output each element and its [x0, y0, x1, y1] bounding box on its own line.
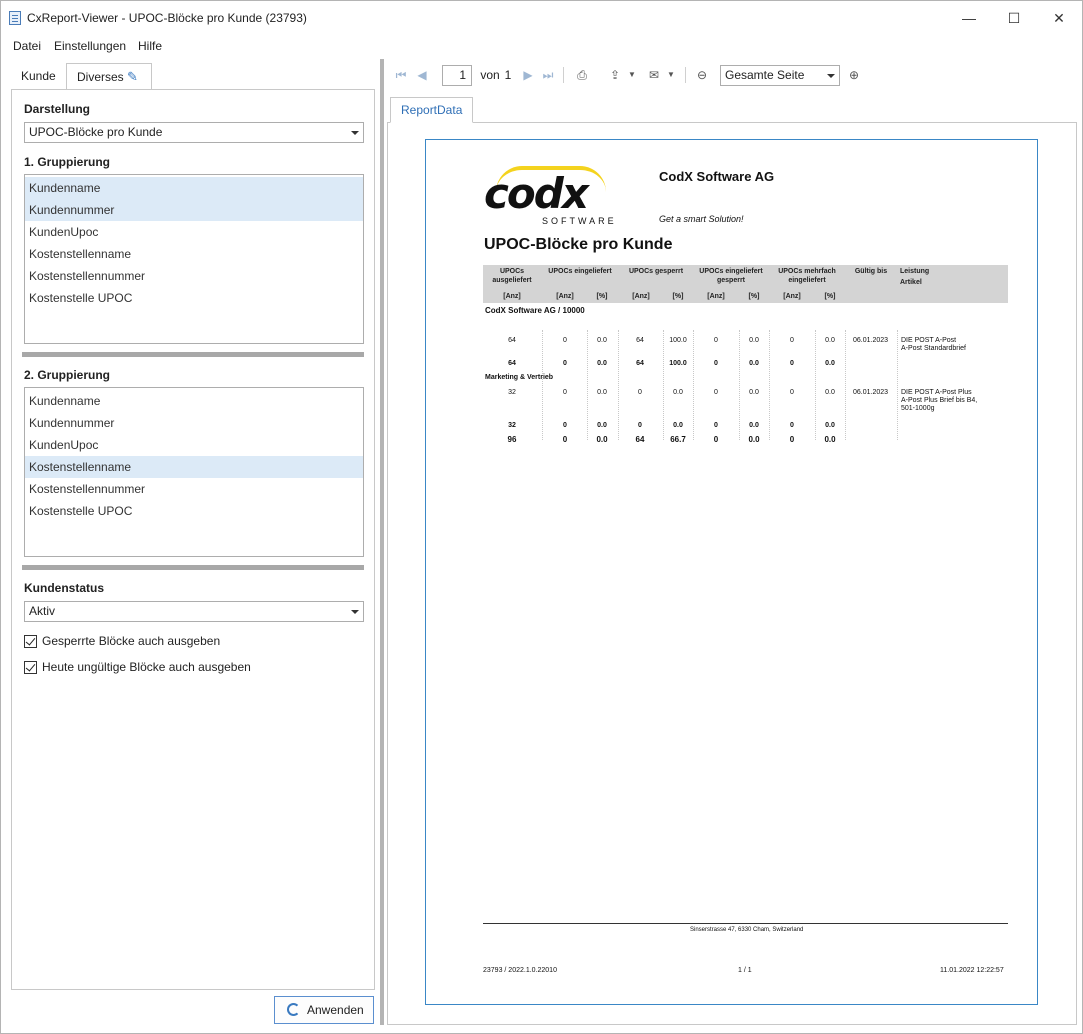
list-item[interactable]: Kostenstellenname [25, 456, 363, 478]
toolbar-separator [563, 67, 564, 83]
apply-label: Anwenden [307, 1003, 364, 1017]
first-page-icon[interactable]: ⏮ [395, 68, 407, 82]
window-title: CxReport-Viewer - UPOC-Blöcke pro Kunde (23793) [27, 11, 307, 25]
last-page-icon[interactable]: ⏭ [542, 68, 554, 82]
footer-rule [483, 923, 1008, 924]
tab-kunde[interactable]: Kunde [21, 69, 56, 83]
header-anz: [Anz] [632, 293, 650, 300]
codx-logo: codx SOFTWARE [482, 166, 632, 228]
title-bar [1, 1, 1082, 35]
next-page-icon[interactable]: ▶ [523, 68, 533, 82]
page-total-label: 1 [504, 68, 512, 82]
gruppierung1-label: 1. Gruppierung [24, 155, 111, 169]
print-icon[interactable]: ⎙ [577, 68, 587, 82]
header-eingeliefert-gesperrt: UPOCs eingeliefert gesperrt [699, 268, 763, 284]
checkmark-icon [24, 635, 37, 648]
mouse-cursor-icon [608, 9, 620, 25]
gruppierung2-label: 2. Gruppierung [24, 368, 111, 382]
darstellung-label: Darstellung [24, 102, 91, 116]
list-item[interactable]: Kostenstellennummer [29, 269, 146, 283]
menu-einstellungen[interactable]: Einstellungen [54, 39, 127, 53]
header-pct: [%] [824, 293, 836, 300]
list-item[interactable]: Kostenstellenname [29, 247, 132, 261]
diverses-panel [11, 89, 375, 990]
header-pct: [%] [672, 293, 684, 300]
report-viewport[interactable] [387, 122, 1077, 1025]
page-number-input[interactable]: 1 [442, 65, 472, 86]
zoom-value: Gesamte Seite [725, 68, 805, 82]
list-item[interactable]: Kundenname [25, 177, 363, 199]
panel-divider[interactable] [380, 59, 384, 1025]
list-item[interactable]: Kundenname [29, 394, 101, 408]
report-title: UPOC-Blöcke pro Kunde [484, 236, 673, 253]
splitter-handle[interactable] [22, 565, 364, 570]
list-item[interactable]: Kostenstelle UPOC [29, 504, 133, 518]
gruppierung2-list[interactable] [24, 387, 364, 557]
tab-diverses-label: Diverses [77, 70, 124, 84]
header-pct: [%] [748, 293, 760, 300]
kundenstatus-value: Aktiv [29, 604, 56, 618]
splitter-handle[interactable] [22, 352, 364, 357]
header-gesperrt: UPOCs gesperrt [628, 268, 684, 275]
header-artikel: Artikel [900, 279, 922, 286]
checkbox-label: Heute ungültige Blöcke auch ausgeben [42, 660, 251, 674]
footer-version: 23793 / 2022.1.0.22010 [483, 967, 557, 974]
left-panel [11, 61, 375, 991]
list-item[interactable]: Kostenstelle UPOC [29, 291, 133, 305]
list-item[interactable]: KundenUpoc [29, 225, 99, 239]
department-header: Marketing & Vertrieb [485, 374, 554, 381]
header-leistung: Leistung [900, 268, 930, 275]
refresh-icon [287, 1003, 300, 1016]
apply-button[interactable] [274, 996, 374, 1024]
chevron-down-icon [351, 610, 359, 614]
pencil-icon: ✎ [127, 69, 138, 84]
company-slogan: Get a smart Solution! [659, 214, 744, 224]
toolbar-separator [685, 67, 686, 83]
zoom-select[interactable] [720, 65, 840, 86]
list-item[interactable]: Kundennummer [25, 199, 363, 221]
report-page: codx SOFTWARE CodX Software AG Get a smart Solution! UPOC-Blöcke pro Kunde UPOCs ausgeliefert UPOCs eingeliefert UPOCs gesperrt UPOCs eingeliefert gesperrt UPOCs mehrfach eingeliefert Gültig bis Leistung Artikel [Anz] [Anz] [%] [Anz] [%] [Anz] [%] [Anz] [%] CodX Software AG / 10000 64 0 0.0 64 100.0 0 0.0 0 0.0 06.01.2023 DIE POST A-Post A-Post Standardbrief 64 0 0.0 64 100.0 0 0.0 0 0.0 Marketing & Vertrieb 32 0 0.0 0 0.0 0 0.0 0 0.0 06.01.2023 DIE POST A-Post Plus A-Post Plus Brief bis B4, 501-1000g 32 0 0.0 0 0.0 0 0.0 0 0.0 96 0 0.0 64 66.7 0 0.0 0 0.0 Sinserstrasse 47, 6330 Cham, Switzerland 23793 / 2022.1.0.22010 1 / 1 11.01.2022 12:22:57 [425, 139, 1038, 1005]
list-item[interactable]: KundenUpoc [29, 438, 99, 452]
header-gueltig-bis: Gültig bis [854, 268, 888, 275]
mail-icon[interactable]: ✉ [648, 68, 660, 82]
header-ausgeliefert: UPOCs ausgeliefert [492, 268, 532, 284]
report-area [387, 97, 1077, 1025]
export-icon[interactable]: ⇪ [609, 68, 621, 82]
app-icon [9, 11, 21, 25]
mail-dropdown-icon[interactable]: ▼ [667, 70, 675, 79]
footer-timestamp: 11.01.2022 12:22:57 [940, 967, 1004, 974]
maximize-button[interactable]: ☐ [1007, 10, 1021, 26]
page-von-label: von [480, 68, 500, 82]
header-anz: [Anz] [783, 293, 801, 300]
checkbox-label: Gesperrte Blöcke auch ausgeben [42, 634, 221, 648]
left-tabs [11, 63, 375, 89]
footer-page: 1 / 1 [738, 967, 752, 974]
zoom-in-icon[interactable]: ⊕ [848, 68, 860, 82]
menu-datei[interactable]: Datei [13, 39, 42, 53]
report-toolbar [387, 61, 1077, 89]
header-anz: [Anz] [556, 293, 574, 300]
header-pct: [%] [596, 293, 608, 300]
list-item[interactable]: Kundennummer [29, 416, 115, 430]
darstellung-select[interactable] [24, 122, 364, 143]
minimize-button[interactable]: — [962, 10, 976, 26]
group-header: CodX Software AG / 10000 [485, 306, 585, 315]
export-dropdown-icon[interactable]: ▼ [628, 70, 636, 79]
checkmark-icon [24, 661, 37, 674]
prev-page-icon[interactable]: ◀ [417, 68, 427, 82]
menu-hilfe[interactable]: Hilfe [138, 39, 163, 53]
kundenstatus-label: Kundenstatus [24, 581, 105, 595]
company-address: Sinserstrasse 47, 6330 Cham, Switzerland [690, 927, 804, 933]
tab-diverses[interactable] [66, 63, 152, 90]
zoom-out-icon[interactable]: ⊖ [696, 68, 708, 82]
header-mehrfach: UPOCs mehrfach eingeliefert [778, 268, 836, 284]
header-anz: [Anz] [707, 293, 725, 300]
tab-reportdata[interactable]: ReportData [390, 97, 473, 123]
header-anz: [Anz] [503, 293, 521, 300]
header-eingeliefert: UPOCs eingeliefert [548, 268, 612, 275]
company-name: CodX Software AG [659, 169, 775, 184]
gruppierung1-list[interactable] [24, 174, 364, 344]
darstellung-value: UPOC-Blöcke pro Kunde [29, 125, 163, 139]
chevron-down-icon [827, 74, 835, 78]
chevron-down-icon [351, 131, 359, 135]
close-button[interactable]: ✕ [1053, 10, 1065, 26]
kundenstatus-select[interactable] [24, 601, 364, 622]
list-item[interactable]: Kostenstellennummer [29, 482, 146, 496]
